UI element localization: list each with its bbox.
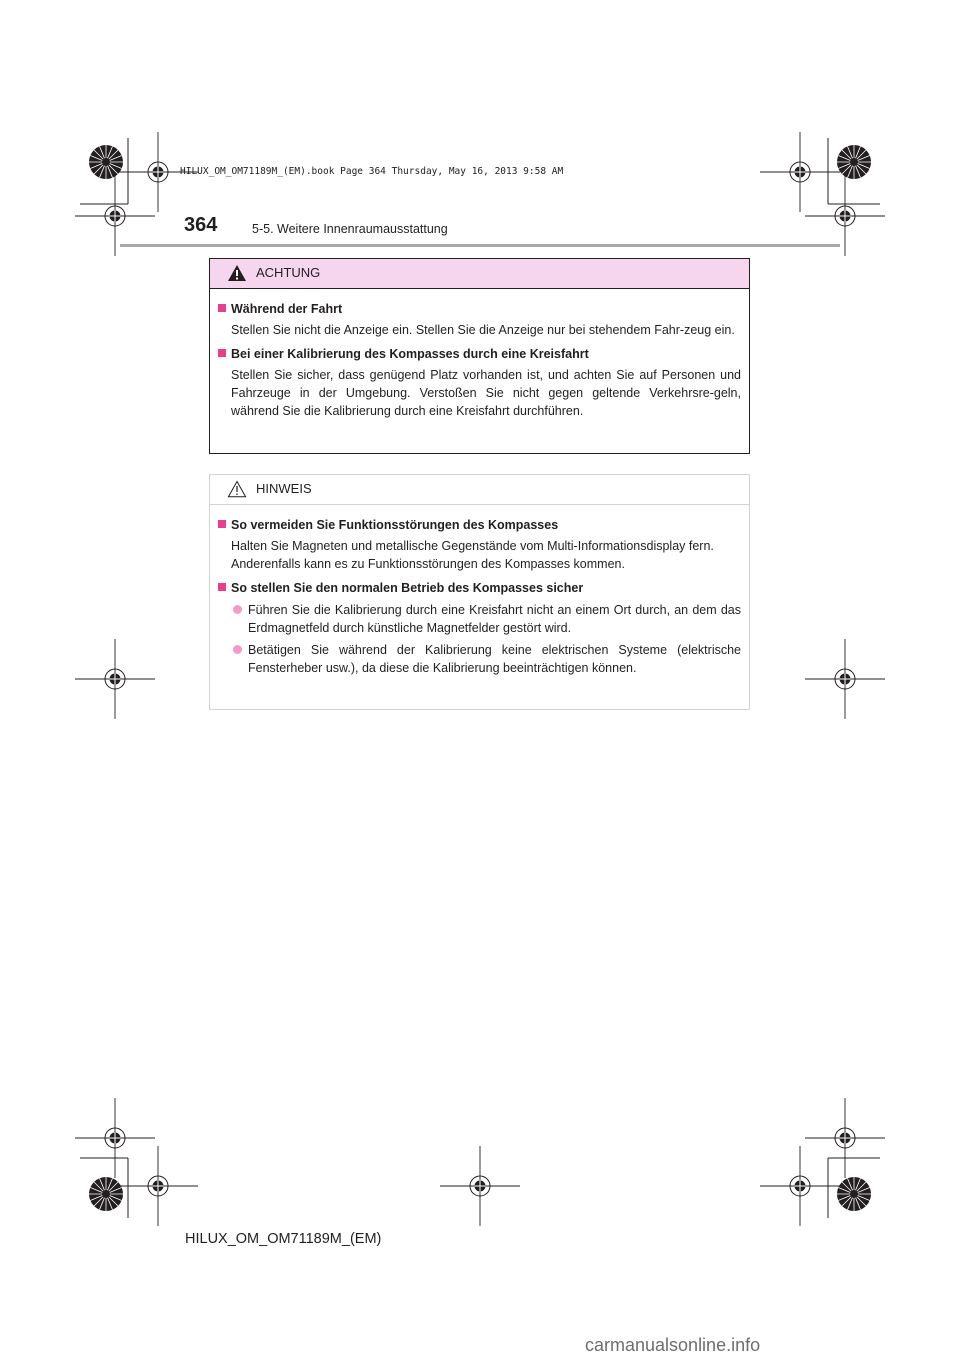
registration-mark-icon (440, 1146, 520, 1226)
item-title: Während der Fahrt (231, 302, 343, 316)
item-text: Anderenfalls kann es zu Funktionsstörungen des Kompasses kommen. (231, 557, 625, 571)
radial-target-icon (837, 1177, 871, 1211)
bullet-item (231, 641, 741, 677)
registration-mark-icon (805, 639, 885, 719)
round-bullet-icon (233, 605, 242, 614)
item-text: Halten Sie Magneten und metallische Gegenstände vom Multi-Informationsdisplay fern. (231, 539, 714, 553)
page-number: 364 (184, 214, 218, 236)
registration-mark-icon (75, 639, 155, 719)
list-item (214, 579, 741, 677)
item-text: Stellen Sie nicht die Anzeige ein. Stellen Sie die Anzeige nur bei stehendem Fahr-zeug ein. (231, 323, 735, 337)
hinweis-label: HINWEIS (256, 481, 312, 496)
radial-target-icon (837, 145, 871, 179)
list-item (214, 516, 741, 573)
hinweis-header (210, 475, 749, 505)
achtung-box (209, 258, 750, 454)
item-title: So vermeiden Sie Funktionsstörungen des Kompasses (231, 518, 559, 532)
bullet-text: Führen Sie die Kalibrierung durch eine Kreisfahrt nicht an einem Ort durch, an dem das Erdmagnetfeld durch künstliche Magnetfelder gestört wird. (248, 603, 741, 635)
radial-target-icon (89, 145, 123, 179)
registration-mark-icon (118, 1146, 198, 1226)
warning-triangle-icon (227, 264, 247, 282)
square-bullet-icon (218, 349, 226, 357)
watermark: carmanualsonline.info (585, 1335, 761, 1355)
header-rule (120, 244, 840, 247)
radial-target-icon (89, 1177, 123, 1211)
book-info-line: HILUX_OM_OM71189M_(EM).book Page 364 Thursday, May 16, 2013 9:58 AM (180, 166, 564, 177)
square-bullet-icon (218, 583, 226, 591)
list-item (214, 300, 741, 339)
list-item (214, 345, 741, 420)
registration-mark-icon (75, 1098, 155, 1178)
achtung-header (210, 259, 749, 289)
section-title: 5-5. Weitere Innenraumausstattung (252, 222, 448, 236)
registration-mark-icon (805, 1098, 885, 1178)
hinweis-box (209, 474, 750, 710)
bullet-item (231, 601, 741, 637)
item-title: Bei einer Kalibrierung des Kompasses durch eine Kreisfahrt (231, 347, 589, 361)
round-bullet-icon (233, 645, 242, 654)
square-bullet-icon (218, 304, 226, 312)
footer-code: HILUX_OM_OM71189M_(EM) (185, 1231, 382, 1247)
achtung-label: ACHTUNG (256, 265, 321, 280)
item-title: So stellen Sie den normalen Betrieb des Kompasses sicher (231, 581, 584, 595)
warning-triangle-outline-icon (227, 480, 247, 498)
bullet-text: Betätigen Sie während der Kalibrierung keine elektrischen Systeme (elektrische Fensterheber usw.), da diese die Kalibrierung beeinträchtigen können. (248, 643, 741, 675)
item-text: Stellen Sie sicher, dass genügend Platz vorhanden ist, und achten Sie auf Personen und Fahrzeuge in der Umgebung. Verstoßen Sie nicht gegen geltende Verkehrsre-geln, während Sie die Kalibrierung durch eine Kreisfahrt durchführen. (231, 368, 741, 418)
square-bullet-icon (218, 520, 226, 528)
